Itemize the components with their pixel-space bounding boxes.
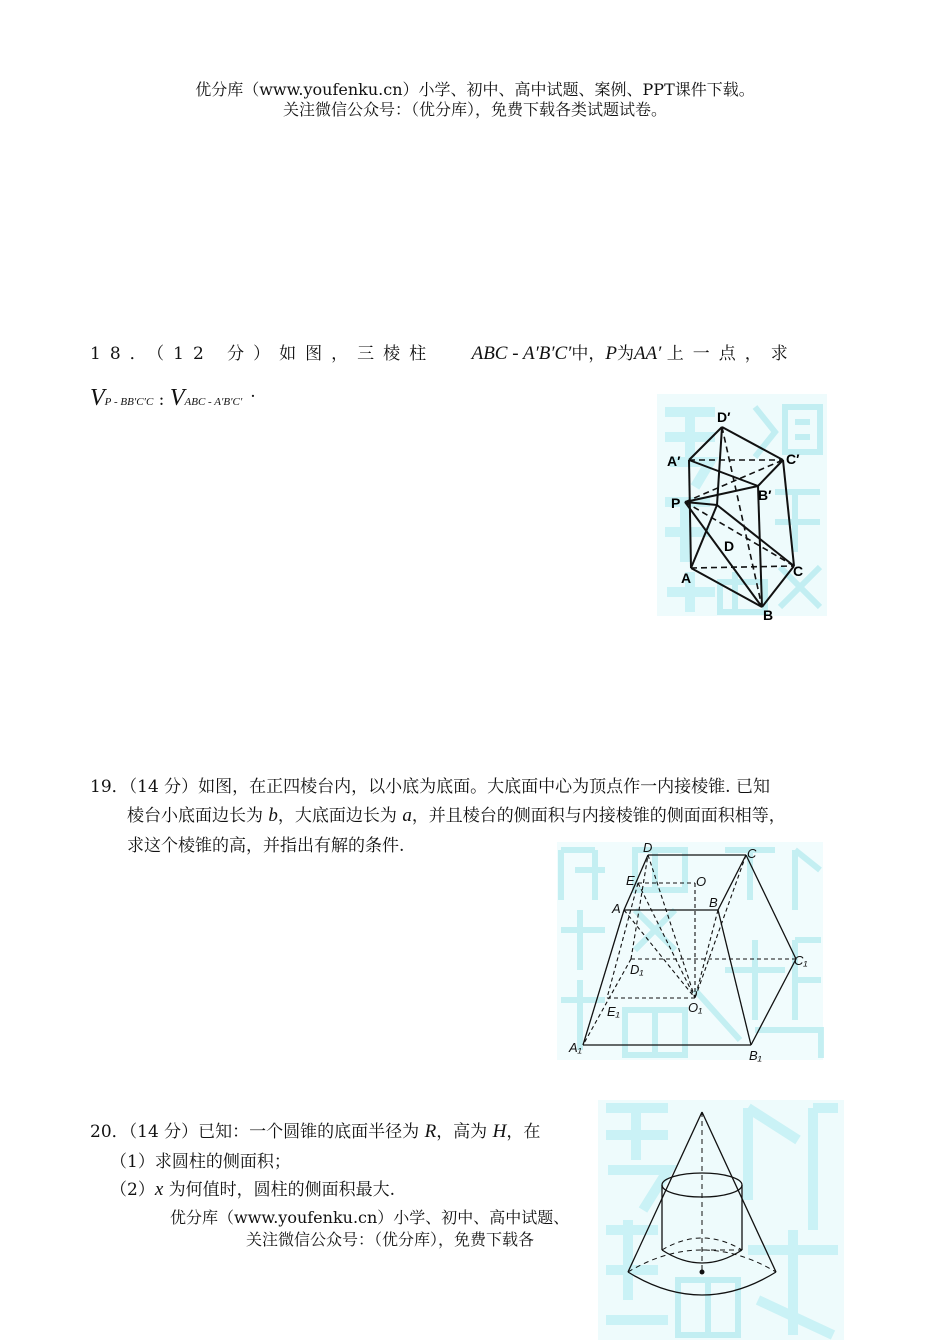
vertex-label: D — [724, 538, 735, 554]
math-point: P — [605, 343, 617, 364]
vertex-label: B — [763, 607, 774, 622]
vertex-label: C — [793, 563, 804, 579]
footer-line-2: 关注微信公众号：（优分库），免费下载各 — [246, 1230, 535, 1249]
math-edge: AA′ — [633, 343, 662, 364]
vertex-label: C′ — [786, 451, 800, 467]
question-text: （12 分）如图，三棱柱 — [155, 344, 436, 364]
cone-base-center — [700, 1270, 705, 1275]
vertex-label: E₁ — [607, 1004, 620, 1019]
vertex-label: B — [709, 895, 718, 910]
question-20-part-1: （1）求圆柱的侧面积； — [110, 1152, 291, 1172]
question-text: 中， — [571, 344, 606, 364]
question-18-line-1 — [90, 340, 797, 368]
header-line-2: 关注微信公众号：（优分库），免费下载各类试题试卷。 — [282, 100, 667, 119]
vertex-label: O₁ — [688, 1000, 703, 1015]
vertex-label: P — [671, 495, 681, 511]
vertex-label: D — [643, 840, 653, 855]
vertex-label: A — [681, 570, 692, 586]
question-18-formula: VP - BB′C′C : VABC - A′B′C′ . — [90, 382, 256, 411]
vertex-label: C — [747, 846, 757, 861]
figure-19-frustum — [555, 840, 825, 1062]
vertex-label: B′ — [758, 487, 772, 503]
question-number: 18． — [90, 344, 156, 364]
vertex-label: B₁ — [749, 1048, 762, 1062]
math-prism: ABC - A′B′C′ — [471, 343, 572, 364]
question-19-line-2: 棱台小底面边长为 b，大底面边长为 a，并且棱台的侧面积与内接棱锥的侧面面积相等， — [127, 805, 786, 826]
vertex-label: D₁ — [630, 962, 644, 977]
question-text: 上一点，求 — [666, 344, 797, 364]
question-19-line-1: 19．（14 分）如图，在正四棱台内，以小底为底面。大底面中心为顶点作一内接棱锥. 已知 — [90, 777, 770, 797]
figure-20-cone — [598, 1100, 844, 1340]
footer-line-1: 优分库（www.youfenku.cn）小学、初中、高中试题、 — [170, 1208, 570, 1227]
vertex-label: O — [696, 874, 707, 889]
vertex-label: A′ — [667, 453, 681, 469]
figure-18-prism — [655, 392, 831, 622]
header-line-1: 优分库（www.youfenku.cn）小学、初中、高中试题、案例、PPT课件下载。 — [195, 80, 755, 99]
watermark-pattern — [557, 842, 823, 1060]
question-19-line-3: 求这个棱锥的高，并指出有解的条件. — [127, 836, 405, 856]
vertex-label: D′ — [717, 409, 731, 425]
vertex-label: E — [626, 873, 635, 888]
question-text: 为 — [616, 344, 634, 364]
vertex-label: A₁ — [569, 1040, 582, 1055]
question-20-part-2: （2）x 为何值时，圆柱的侧面积最大. — [110, 1179, 396, 1200]
question-20-line-1: 20．（14 分）已知：一个圆锥的底面半径为 R，高为 H，在 — [90, 1121, 541, 1142]
vertex-label: A — [612, 901, 621, 916]
vertex-label: C₁ — [794, 953, 808, 968]
watermark-pattern — [598, 1100, 844, 1340]
